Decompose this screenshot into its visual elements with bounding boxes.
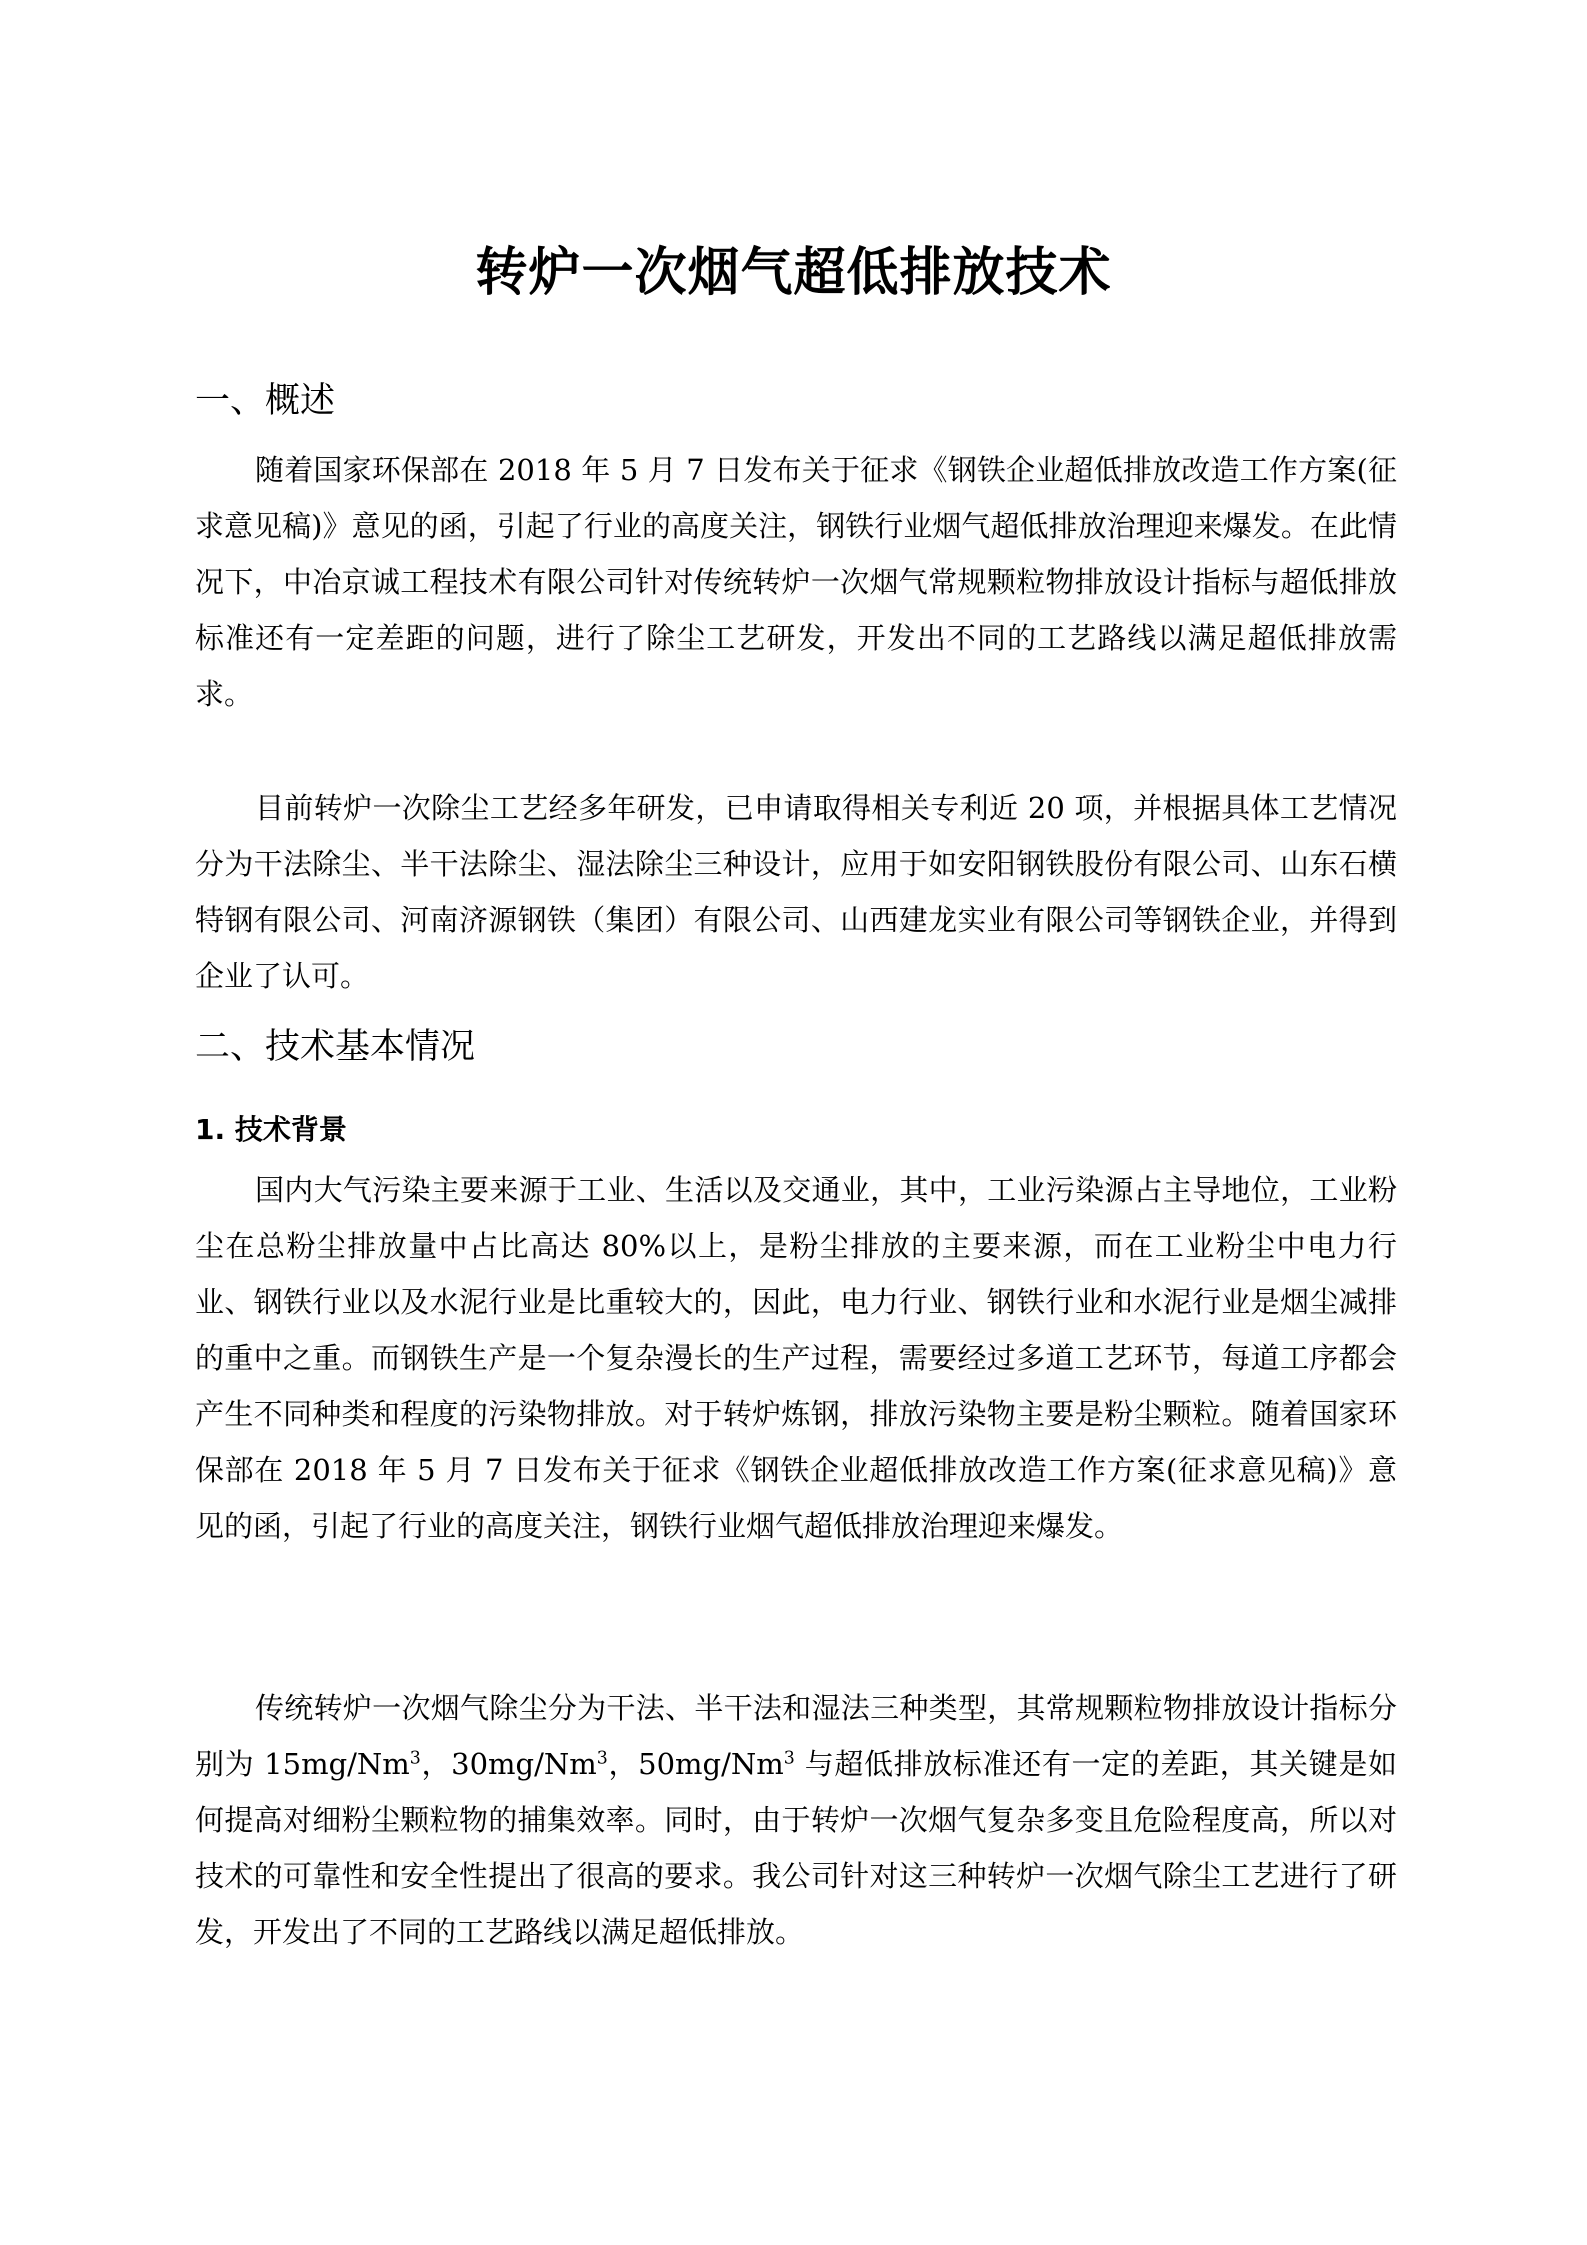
emission-value-wet: 50mg/Nm [638,1747,784,1781]
cubic-exponent: 3 [409,1748,421,1769]
document-title: 转炉一次烟气超低排放技术 [475,243,1112,303]
background-paragraph-2 [195,1680,1397,1960]
background-paragraph-1: 国内大气污染主要来源于工业、生活以及交通业，其中，工业污染源占主导地位，工业粉尘在总粉尘排放量中占比高达 80%以上，是粉尘排放的主要来源，而在工业粉尘中电力行业、钢铁行业以及水泥行业是比重较大的，因此，电力行业、钢铁行业和水泥行业是烟尘减排的重中之重。而钢铁生产是一个复杂漫长的生产过程，需要经过多道工艺环节，每道工序都会产生不同种类和程度的污染物排放。对于转炉炼钢，排放污染物主要是粉尘颗粒。随着国家环保部在 2018 年 5 月 7 日发布关于征求《钢铁企业超低排放改造工作方案(征求意见稿)》意见的函，引起了行业的高度关注，钢铁行业烟气超低排放治理迎来爆发。 [195,1173,1397,1543]
emission-value-dry: 15mg/Nm [264,1747,410,1781]
overview-paragraph-1: 随着国家环保部在 2018 年 5 月 7 日发布关于征求《钢铁企业超低排放改造工作方案(征求意见稿)》意见的函，引起了行业的高度关注，钢铁行业烟气超低排放治理迎来爆发。在此情况下，中冶京诚工程技术有限公司针对传统转炉一次烟气常规颗粒物排放设计指标与超低排放标准还有一定差距的问题，进行了除尘工艺研发，开发出不同的工艺路线以满足超低排放需求。 [195,453,1397,711]
overview-paragraph-2: 目前转炉一次除尘工艺经多年研发，已申请取得相关专利近 20 项，并根据具体工艺情况分为干法除尘、半干法除尘、湿法除尘三种设计，应用于如安阳钢铁股份有限公司、山东石横特钢有限公司、河南济源钢铁（集团）有限公司、山西建龙实业有限公司等钢铁企业，并得到企业了认可。 [195,791,1397,993]
cubic-exponent: 3 [783,1748,795,1769]
separator: ， [420,1747,452,1781]
paragraph-tail-text: 与超低排放标准还有一定的差距，其关键是如何提高对细粉尘颗粒物的捕集效率。同时，由于转炉一次烟气复杂多变且危险程度高，所以对技术的可靠性和安全性提出了很高的要求。我公司针对这三种转炉一次烟气除尘工艺进行了研发，开发出了不同的工艺路线以满足超低排放。 [195,1747,1397,1949]
separator: ， [607,1747,639,1781]
paragraph-lead-text: 传统转炉一次烟气除尘分为干法、半干法和湿法三种类型，其常规颗粒物排放设计指标分别为 [195,1691,1397,1781]
cubic-exponent: 3 [596,1748,608,1769]
section-heading-technical-overview: 二、技术基本情况 [195,1027,476,1067]
emission-value-semi-dry: 30mg/Nm [451,1747,597,1781]
section-heading-overview: 一、概述 [195,381,336,421]
subsection-heading-background: 1. 技术背景 [195,1113,347,1146]
